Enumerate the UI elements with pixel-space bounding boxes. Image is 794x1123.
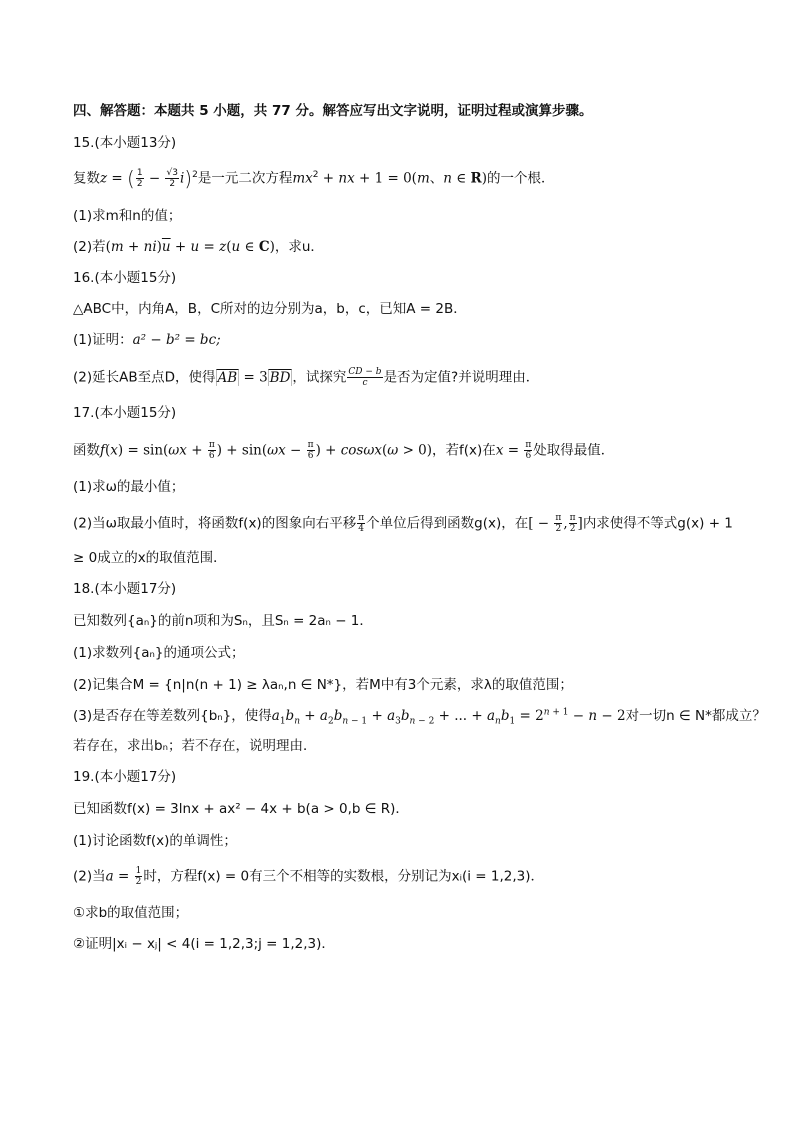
q19-part2: (2)当a = $\frac{1}{2}$ 时，方程f(x) = 0有三个不相等的实数根，分别记为xᵢ(i = 1,2,3)． — [73, 866, 545, 887]
q19-stem: 已知函数f(x) = 3lnx + ax² − 4x + b(a > 0,b ∈ R)． — [73, 801, 409, 817]
q16-title: 16.(本小题15分) — [73, 270, 177, 286]
q15-stem: 复数z = ( $\frac{1}{2}$ − $\frac{√3}{2}$ i)$^2$是一元二次方程$mx^2$ + nx + 1 = 0(m、n ∈ R)的一个根． — [73, 166, 555, 191]
q17-stem: 函数f(x) = sin(ωx + $\frac{\pi}{6}$ ) + sin(ωx − $\frac{\pi}{6}$ ) + cosωx(ω > 0)，若f(x)在x = $\frac{\pi}{6}$ 处取得最值． — [73, 440, 615, 461]
q16-part2: (2)延长AB至点D，使得 AB = 3 BD ，试探究 $\frac{CD - b}{c}$ 是否为定值?并说明理由． — [73, 367, 540, 388]
q18-part2: (2)记集合M = {n|n(n + 1) ≥ λaₙ,n ∈ N*}，若M中有3个元素，求λ的取值范围； — [73, 677, 573, 693]
q18-title: 18.(本小题17分) — [73, 581, 177, 597]
q16-part1: (1)证明：a² − b² = bc; — [73, 332, 221, 348]
q19-sub2: ②证明|xᵢ − xⱼ| < 4(i = 1,2,3;j = 1,2,3)． — [73, 936, 335, 952]
q18-part3-line1: (3)是否存在等差数列{bₙ}，使得$a_1b_n + a_2b_{n - 1} + a_3b_{n - 2}$ + ... + $a_nb_1 = 2^{n + 1} - n - 2$对一切n ∈ N*都成立？ — [73, 707, 766, 727]
q18-part1: (1)求数列{aₙ}的通项公式； — [73, 645, 245, 661]
q18-part3-line2: 若存在，求出bₙ；若不存在，说明理由． — [73, 738, 317, 754]
q15-part1: (1)求m和n的值； — [73, 208, 182, 224]
q17-part1: (1)求ω的最小值； — [73, 479, 185, 495]
q19-title: 19.(本小题17分) — [73, 769, 177, 785]
q15-part2: (2)若$(m + ni)\overline{u} + u = z(u$ ∈ C)，求u． — [73, 239, 324, 255]
q16-stem: △ABC中，内角A，B，C所对的边分别为a，b，c，已知A = 2B． — [73, 301, 467, 317]
q15-title: 15.(本小题13分) — [73, 135, 177, 151]
q19-part1: (1)讨论函数f(x)的单调性； — [73, 833, 237, 849]
q19-sub1: ①求b的取值范围； — [73, 905, 189, 921]
q17-part2-line2: ≥ 0成立的x的取值范围． — [73, 550, 227, 566]
section-header: 四、解答题：本题共 5 小题，共 77 分。解答应写出文字说明，证明过程或演算步骤。 — [73, 103, 593, 119]
q17-title: 17.(本小题15分) — [73, 405, 177, 421]
q17-part2-line1: (2)当ω取最小值时，将函数f(x)的图象向右平移 $\frac{\pi}{4}$ 个单位后得到函数g(x)，在[ − $\frac{\pi}{2}$ , $\frac{\pi}{2}$ ]内求使得不等式g(x) + 1 — [73, 513, 733, 534]
q18-stem: 已知数列{aₙ}的前n项和为Sₙ，且Sₙ = 2aₙ − 1． — [73, 613, 373, 629]
